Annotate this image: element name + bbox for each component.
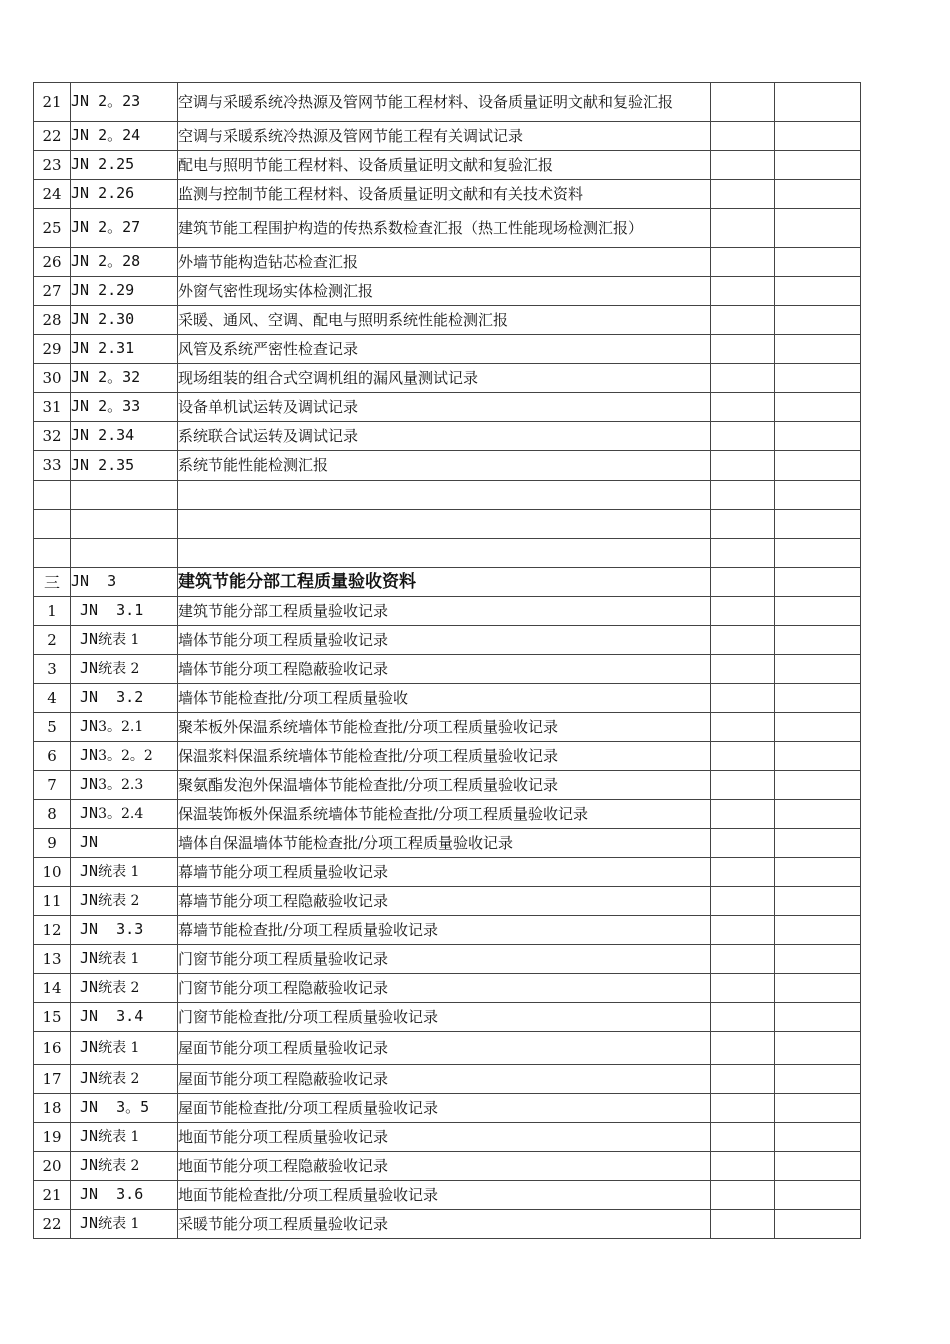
remark-cell [775,481,861,510]
document-name: 保温装饰板外保温系统墙体节能检查批/分项工程质量验收记录 [178,800,711,829]
form-code-main: JN 3。5 [71,1098,150,1116]
form-code-main: JN 3.1 [71,601,144,619]
document-name: 屋面节能分项工程质量验收记录 [178,1032,711,1065]
remark-cell [775,916,861,945]
table-row [34,209,861,248]
check-cell [711,364,775,393]
document-name [178,510,711,539]
row-number: 26 [34,248,71,277]
form-code [71,1065,178,1094]
check-cell [711,684,775,713]
form-code-suffix: 统表 1 [98,1129,140,1145]
table-row [34,771,861,800]
table-row [34,1210,861,1239]
table-row [34,248,861,277]
check-cell [711,1210,775,1239]
remark-cell [775,1065,861,1094]
document-name: 幕墙节能检查批/分项工程质量验收记录 [178,916,711,945]
form-code [71,713,178,742]
document-name [178,481,711,510]
remark-cell [775,655,861,684]
check-cell [711,597,775,626]
row-number: 16 [34,1032,71,1065]
row-number: 8 [34,800,71,829]
table-row [34,858,861,887]
row-number: 9 [34,829,71,858]
table-row [34,1094,861,1123]
remark-cell [775,713,861,742]
row-number: 25 [34,209,71,248]
remark-cell [775,1032,861,1065]
check-cell [711,1152,775,1181]
row-number: 6 [34,742,71,771]
table-row [34,364,861,393]
form-code [71,1210,178,1239]
remark-cell [775,364,861,393]
row-number: 31 [34,393,71,422]
check-cell [711,1094,775,1123]
row-number: 三 [34,568,71,597]
row-number: 23 [34,151,71,180]
form-code [71,451,178,481]
remark-cell [775,858,861,887]
document-name: 地面节能分项工程隐蔽验收记录 [178,1152,711,1181]
form-code-suffix: 统表 2 [98,980,140,996]
table-row [34,916,861,945]
document-table-body [34,83,861,1239]
check-cell [711,422,775,451]
check-cell [711,945,775,974]
form-code [71,510,178,539]
form-code-main: JN [71,1127,99,1145]
document-name: 系统联合试运转及调试记录 [178,422,711,451]
remark-cell [775,1003,861,1032]
form-code [71,1152,178,1181]
document-name: 门窗节能分项工程质量验收记录 [178,945,711,974]
table-row [34,887,861,916]
remark-cell [775,209,861,248]
document-name: 墙体自保温墙体节能检查批/分项工程质量验收记录 [178,829,711,858]
remark-cell [775,887,861,916]
check-cell [711,1181,775,1210]
form-code-main: JN [71,630,99,648]
remark-cell [775,1094,861,1123]
document-name: 幕墙节能分项工程质量验收记录 [178,858,711,887]
row-number: 33 [34,451,71,481]
form-code [71,684,178,713]
form-code [71,83,178,122]
form-code-main: JN 2.25 [71,155,135,173]
remark-cell [775,83,861,122]
form-code [71,306,178,335]
document-name: 聚苯板外保温系统墙体节能检查批/分项工程质量验收记录 [178,713,711,742]
remark-cell [775,1210,861,1239]
form-code-suffix: 统表 1 [98,951,140,967]
form-code [71,151,178,180]
table-row [34,306,861,335]
check-cell [711,1032,775,1065]
check-cell [711,306,775,335]
check-cell [711,451,775,481]
remark-cell [775,180,861,209]
remark-cell [775,122,861,151]
table-row [34,626,861,655]
table-row [34,1181,861,1210]
document-table [33,82,861,1239]
row-number: 17 [34,1065,71,1094]
check-cell [711,713,775,742]
remark-cell [775,1181,861,1210]
form-code [71,916,178,945]
table-row [34,829,861,858]
form-code [71,1123,178,1152]
row-number: 19 [34,1123,71,1152]
remark-cell [775,393,861,422]
check-cell [711,742,775,771]
table-row [34,277,861,306]
form-code-suffix: 统表 1 [98,632,140,648]
remark-cell [775,151,861,180]
remark-cell [775,742,861,771]
remark-cell [775,248,861,277]
row-number: 4 [34,684,71,713]
remark-cell [775,626,861,655]
form-code [71,481,178,510]
form-code [71,800,178,829]
row-number: 20 [34,1152,71,1181]
row-number: 22 [34,122,71,151]
form-code-main: JN 3.4 [71,1007,144,1025]
document-name: 墙体节能分项工程质量验收记录 [178,626,711,655]
form-code-suffix: 统表 2 [98,1071,140,1087]
form-code [71,1032,178,1065]
table-row [34,800,861,829]
form-code-main: JN 2.34 [71,426,135,444]
document-name: 建筑节能分部工程质量验收资料 [178,568,711,597]
remark-cell [775,451,861,481]
row-number [34,539,71,568]
row-number: 10 [34,858,71,887]
document-name: 建筑节能分部工程质量验收记录 [178,597,711,626]
remark-cell [775,1123,861,1152]
document-name: 采暖、通风、空调、配电与照明系统性能检测汇报 [178,306,711,335]
form-code-main: JN 2。24 [71,126,141,144]
form-code [71,887,178,916]
table-row [34,713,861,742]
form-code [71,1181,178,1210]
check-cell [711,655,775,684]
document-name: 保温浆料保温系统墙体节能检查批/分项工程质量验收记录 [178,742,711,771]
table-row [34,597,861,626]
row-number: 3 [34,655,71,684]
check-cell [711,335,775,364]
form-code-main: JN [71,775,99,793]
document-name: 外墙节能构造钻芯检查汇报 [178,248,711,277]
form-code [71,829,178,858]
check-cell [711,626,775,655]
document-name: 采暖节能分项工程质量验收记录 [178,1210,711,1239]
table-row [34,742,861,771]
form-code-suffix: 3。2.1 [98,719,144,735]
table-row [34,393,861,422]
form-code [71,180,178,209]
check-cell [711,83,775,122]
document-name: 地面节能分项工程质量验收记录 [178,1123,711,1152]
row-number: 27 [34,277,71,306]
form-code [71,209,178,248]
row-number [34,481,71,510]
document-name: 墙体节能分项工程隐蔽验收记录 [178,655,711,684]
form-code-suffix: 统表 1 [98,1040,140,1056]
row-number [34,510,71,539]
row-number: 12 [34,916,71,945]
table-row [34,945,861,974]
form-code-main: JN 2.30 [71,310,135,328]
row-number: 14 [34,974,71,1003]
remark-cell [775,277,861,306]
check-cell [711,209,775,248]
form-code-main: JN [71,862,99,880]
document-name [178,539,711,568]
form-code-main: JN 2。33 [71,397,141,415]
form-code-main: JN 2.31 [71,339,135,357]
check-cell [711,858,775,887]
form-code-main: JN [71,833,99,851]
remark-cell [775,974,861,1003]
document-name: 门窗节能分项工程隐蔽验收记录 [178,974,711,1003]
form-code [71,742,178,771]
form-code-main: JN 2。28 [71,252,141,270]
form-code [71,335,178,364]
table-row [34,481,861,510]
form-code-main: JN [71,746,99,764]
table-row [34,1152,861,1181]
form-code [71,393,178,422]
row-number: 32 [34,422,71,451]
row-number: 22 [34,1210,71,1239]
form-code-main: JN [71,1038,99,1056]
document-name: 外窗气密性现场实体检测汇报 [178,277,711,306]
form-code-main: JN [71,891,99,909]
table-row [34,451,861,481]
document-name: 墙体节能检查批/分项工程质量验收 [178,684,711,713]
form-code [71,597,178,626]
form-code-suffix: 统表 2 [98,1158,140,1174]
form-code-suffix: 3。2.3 [98,777,144,793]
form-code-main: JN 3 [71,572,117,590]
row-number: 13 [34,945,71,974]
check-cell [711,1003,775,1032]
document-name: 设备单机试运转及调试记录 [178,393,711,422]
form-code [71,655,178,684]
check-cell [711,974,775,1003]
table-row [34,1032,861,1065]
check-cell [711,248,775,277]
row-number: 21 [34,83,71,122]
form-code [71,771,178,800]
form-code-main: JN 2.29 [71,281,135,299]
form-code-main: JN 2.26 [71,184,135,202]
row-number: 7 [34,771,71,800]
table-row [34,335,861,364]
form-code [71,626,178,655]
form-code-suffix: 统表 1 [98,864,140,880]
form-code-main: JN 2.35 [71,455,135,474]
document-name: 监测与控制节能工程材料、设备质量证明文献和有关技术资料 [178,180,711,209]
table-row [34,151,861,180]
remark-cell [775,829,861,858]
document-name: 幕墙节能分项工程隐蔽验收记录 [178,887,711,916]
form-code-main: JN [71,717,99,735]
form-code-main: JN [71,659,99,677]
table-row [34,180,861,209]
remark-cell [775,568,861,597]
form-code-suffix: 统表 1 [98,1216,140,1232]
remark-cell [775,684,861,713]
check-cell [711,916,775,945]
table-row [34,510,861,539]
row-number: 28 [34,306,71,335]
row-number: 5 [34,713,71,742]
document-name: 屋面节能分项工程隐蔽验收记录 [178,1065,711,1094]
form-code [71,364,178,393]
remark-cell [775,597,861,626]
document-name: 系统节能性能检测汇报 [178,451,711,481]
check-cell [711,1123,775,1152]
form-code [71,539,178,568]
form-code [71,248,178,277]
check-cell [711,277,775,306]
form-code-main: JN 3.2 [71,688,144,706]
table-row [34,1003,861,1032]
form-code [71,122,178,151]
check-cell [711,887,775,916]
check-cell [711,1065,775,1094]
table-row [34,1065,861,1094]
table-row [34,539,861,568]
check-cell [711,393,775,422]
form-code-main: JN [71,1214,99,1232]
remark-cell [775,1152,861,1181]
row-number: 21 [34,1181,71,1210]
check-cell [711,800,775,829]
remark-cell [775,539,861,568]
document-name: 风管及系统严密性检查记录 [178,335,711,364]
form-code [71,1094,178,1123]
form-code-suffix: 3。2。2 [98,748,153,764]
check-cell [711,180,775,209]
remark-cell [775,422,861,451]
table-row [34,568,861,597]
document-name: 聚氨酯发泡外保温墙体节能检查批/分项工程质量验收记录 [178,771,711,800]
document-name: 建筑节能工程围护构造的传热系数检查汇报（热工性能现场检测汇报） [178,209,711,248]
row-number: 1 [34,597,71,626]
form-code [71,945,178,974]
row-number: 24 [34,180,71,209]
check-cell [711,771,775,800]
form-code [71,422,178,451]
form-code-main: JN [71,1156,99,1174]
document-name: 现场组装的组合式空调机组的漏风量测试记录 [178,364,711,393]
form-code-main: JN [71,978,99,996]
form-code-main: JN 2。27 [71,218,141,236]
remark-cell [775,510,861,539]
remark-cell [775,306,861,335]
form-code-suffix: 3。2.4 [98,806,144,822]
check-cell [711,510,775,539]
check-cell [711,151,775,180]
form-code-main: JN [71,949,99,967]
row-number: 18 [34,1094,71,1123]
remark-cell [775,945,861,974]
form-code-main: JN 2。23 [71,92,141,110]
row-number: 30 [34,364,71,393]
table-row [34,83,861,122]
document-name: 门窗节能检查批/分项工程质量验收记录 [178,1003,711,1032]
check-cell [711,829,775,858]
check-cell [711,539,775,568]
document-name: 空调与采暖系统冷热源及管网节能工程有关调试记录 [178,122,711,151]
form-code-suffix: 统表 2 [98,661,140,677]
table-row [34,974,861,1003]
remark-cell [775,771,861,800]
row-number: 2 [34,626,71,655]
table-row [34,684,861,713]
form-code [71,1003,178,1032]
check-cell [711,568,775,597]
form-code [71,974,178,1003]
remark-cell [775,335,861,364]
document-name: 地面节能检查批/分项工程质量验收记录 [178,1181,711,1210]
table-row [34,655,861,684]
document-name: 空调与采暖系统冷热源及管网节能工程材料、设备质量证明文献和复验汇报 [178,83,711,122]
form-code-main: JN 3.3 [71,920,144,938]
row-number: 29 [34,335,71,364]
table-row [34,422,861,451]
check-cell [711,122,775,151]
form-code-main: JN 2。32 [71,368,141,386]
form-code-main: JN 3.6 [71,1185,144,1203]
form-code-suffix: 统表 2 [98,893,140,909]
table-row [34,1123,861,1152]
remark-cell [775,800,861,829]
form-code-main: JN [71,804,99,822]
document-name: 配电与照明节能工程材料、设备质量证明文献和复验汇报 [178,151,711,180]
form-code [71,568,178,597]
document-name: 屋面节能检查批/分项工程质量验收记录 [178,1094,711,1123]
table-row [34,122,861,151]
row-number: 15 [34,1003,71,1032]
form-code [71,858,178,887]
row-number: 11 [34,887,71,916]
form-code-main: JN [71,1069,99,1087]
form-code [71,277,178,306]
check-cell [711,481,775,510]
